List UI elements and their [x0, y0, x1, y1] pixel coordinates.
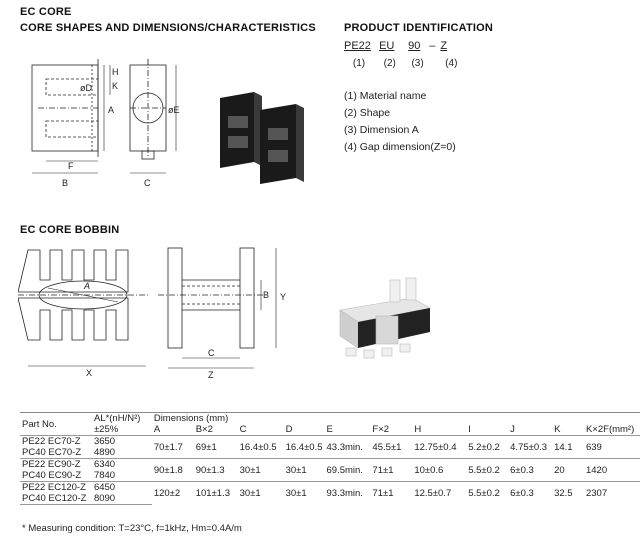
- code-material: PE22: [344, 40, 371, 52]
- dim-e: 93.3min.: [325, 482, 371, 505]
- table-row: [20, 459, 640, 471]
- dim-k2f: 639: [584, 436, 640, 459]
- code-dash: –: [429, 40, 436, 52]
- code-gap: Z: [440, 40, 448, 52]
- legend-dimension: (3) Dimension A: [344, 124, 419, 136]
- core-half-right: [260, 104, 304, 184]
- al-value: 6340: [92, 459, 152, 471]
- col-f: F×2: [372, 424, 390, 435]
- dim-b: 69±1: [194, 436, 238, 459]
- dim-h: 12.5±0.7: [412, 482, 466, 505]
- bobbin-label-y: Y: [280, 292, 287, 302]
- dim-k: 20: [552, 459, 584, 482]
- dim-d: 30±1: [284, 459, 325, 482]
- core-front-view: [130, 59, 176, 173]
- dim-k2f: 2307: [584, 482, 640, 505]
- dim-f: 71±1: [370, 459, 412, 482]
- dim-k2f: 1420: [584, 459, 640, 482]
- ec-core-heading: EC CORE: [20, 6, 72, 18]
- dim-c: 16.4±0.5: [238, 436, 284, 459]
- code-num-1: (1): [352, 58, 366, 69]
- col-k2f: K×2F(mm²): [585, 424, 635, 435]
- bobbin-label-a: A: [84, 281, 91, 291]
- spec-table: [20, 412, 640, 505]
- bobbin-drawing: [18, 240, 308, 380]
- core-photo: [214, 88, 310, 188]
- col-j: J: [510, 424, 515, 435]
- bobbin-label-c: C: [208, 348, 215, 358]
- legend-gap: (4) Gap dimension(Z=0): [344, 141, 456, 153]
- col-d: D: [285, 424, 293, 435]
- core-label-a: A: [108, 105, 115, 115]
- dim-b: 101±1.3: [194, 482, 238, 505]
- dim-i: 5.5±0.2: [466, 459, 508, 482]
- core-shapes-heading: CORE SHAPES AND DIMENSIONS/CHARACTERISTICS: [20, 22, 316, 34]
- col-part: Part No.: [20, 413, 92, 436]
- legend-shape: (2) Shape: [344, 107, 391, 119]
- col-i: I: [468, 424, 471, 435]
- dim-c: 30±1: [238, 459, 284, 482]
- code-dimension: 90: [408, 40, 421, 52]
- col-a: A: [153, 424, 161, 435]
- bobbin-label-z: Z: [208, 370, 214, 380]
- core-drawing: [18, 55, 188, 195]
- core-label-h: H: [112, 67, 119, 77]
- part-no: PC40 EC90-Z: [22, 470, 82, 481]
- bobbin-label-x: X: [86, 368, 93, 378]
- legend-material: (1) Material name: [344, 90, 427, 102]
- core-label-e: øE: [168, 105, 180, 115]
- product-code: [344, 40, 447, 52]
- dim-i: 5.2±0.2: [466, 436, 508, 459]
- table-header-row-1: [20, 413, 640, 425]
- dim-j: 6±0.3: [508, 459, 552, 482]
- al-value: 7840: [93, 470, 116, 481]
- al-value: 8090: [92, 493, 152, 505]
- part-no: PE22 EC70-Z: [20, 436, 92, 448]
- bobbin-heading: EC CORE BOBBIN: [20, 224, 120, 236]
- core-half-left: [220, 92, 262, 168]
- core-label-d: øD: [80, 83, 92, 93]
- core-label-b: B: [62, 178, 69, 188]
- part-no: PC40 EC120-Z: [20, 493, 92, 505]
- table-header-row-2: [20, 424, 640, 436]
- part-no: PE22 EC90-Z: [20, 459, 92, 471]
- dim-c: 30±1: [238, 482, 284, 505]
- dim-i: 5.5±0.2: [466, 482, 508, 505]
- core-label-k: K: [112, 81, 119, 91]
- col-e: E: [326, 424, 333, 435]
- al-value: 3650: [92, 436, 152, 448]
- col-al-tol: ±25%: [93, 424, 119, 435]
- dim-a: 70±1.7: [152, 436, 194, 459]
- dim-a: 120±2: [152, 482, 194, 505]
- dim-d: 30±1: [284, 482, 325, 505]
- dim-k: 14.1: [552, 436, 584, 459]
- dim-d: 16.4±0.5: [284, 436, 325, 459]
- dims-label: Dimensions (mm): [152, 413, 640, 425]
- part-no: PC40 EC70-Z: [22, 447, 82, 458]
- table-row: [20, 436, 640, 448]
- dim-e: 43.3min.: [325, 436, 371, 459]
- core-side-view: [32, 59, 98, 157]
- dim-h: 10±0.6: [412, 459, 466, 482]
- product-code-numbers: [344, 58, 470, 69]
- part-no: PE22 EC120-Z: [20, 482, 92, 494]
- code-num-2: (2): [383, 58, 396, 69]
- dim-j: 4.75±0.3: [508, 436, 552, 459]
- dim-j: 6±0.3: [508, 482, 552, 505]
- dim-f: 71±1: [370, 482, 412, 505]
- measuring-note: * Measuring condition: T=23°C, f=1kHz, Hm=0.4A/m: [22, 523, 242, 534]
- col-al: AL*(nH/N²): [92, 413, 152, 425]
- bobbin-label-b: B: [263, 290, 270, 300]
- code-shape: EU: [379, 40, 395, 52]
- core-label-c: C: [144, 178, 151, 188]
- product-legend: [344, 88, 456, 156]
- col-k: K: [554, 424, 561, 435]
- dim-h: 12.75±0.4: [412, 436, 466, 459]
- al-value: 4890: [93, 447, 116, 458]
- al-value: 6450: [92, 482, 152, 494]
- core-label-f: F: [68, 161, 74, 171]
- col-b: B×2: [195, 424, 213, 435]
- bobbin-side-view: [158, 248, 276, 368]
- dim-k: 32.5: [552, 482, 584, 505]
- code-num-3: (3): [411, 58, 424, 69]
- dim-a: 90±1.8: [152, 459, 194, 482]
- bobbin-photo: [330, 270, 440, 370]
- dim-b: 90±1.3: [194, 459, 238, 482]
- table-row: [20, 482, 640, 494]
- bobbin-top-view: [18, 250, 148, 366]
- col-c: C: [239, 424, 247, 435]
- dim-e: 69.5min.: [325, 459, 371, 482]
- code-num-4: (4): [445, 58, 458, 69]
- col-h: H: [414, 424, 422, 435]
- product-id-heading: PRODUCT IDENTIFICATION: [344, 22, 494, 34]
- dim-f: 45.5±1: [370, 436, 412, 459]
